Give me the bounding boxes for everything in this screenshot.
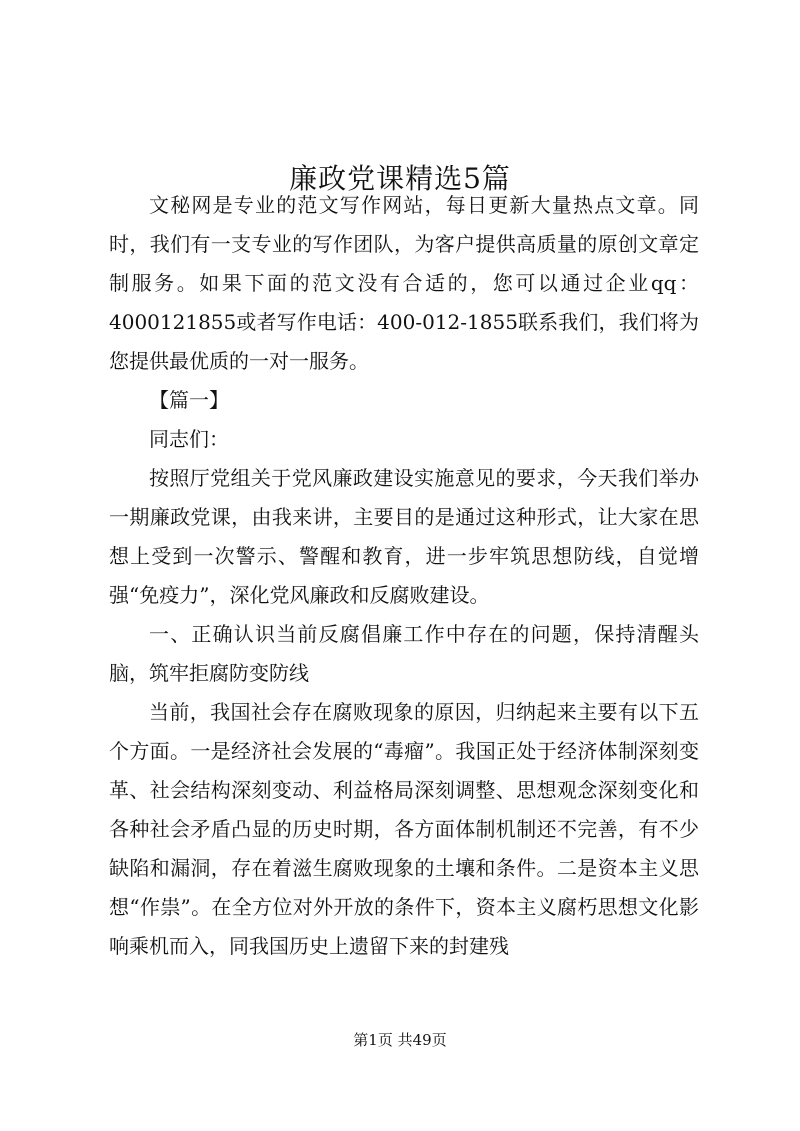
salutation: 同志们： [149, 427, 229, 451]
body-paragraph: 按照厅党组关于党风廉政建设实施意见的要求，今天我们举办一期廉政党课，由我来讲，主要目的是通过这种形式，让大家在思想上受到一次警示、警醒和教育，进一步牢筑思想防线，自觉增强“免疫力”，深化党风廉政和反腐败建设。 [109, 466, 699, 607]
document-body [109, 186, 699, 966]
section-heading: 【篇一】 [149, 388, 229, 412]
document-title: 廉政党课精选5篇 [289, 161, 511, 195]
body-paragraph: 当前，我国社会存在腐败现象的原因，归纳起来主要有以下五个方面。一是经济社会发展的“毒瘤”。我国正处于经济体制深刻变革、社会结构深刻变动、利益格局深刻调整、思想观念深刻变化和各种社会矛盾凸显的历史时期，各方面体制机制还不完善，有不少缺陷和漏洞，存在着滋生腐败现象的土壤和条件。二是资本主义思想“作祟”。在全方位对外开放的条件下，资本主义腐朽思想文化影响乘机而入，同我国历史上遗留下来的封建残 [109, 700, 699, 958]
intro-paragraph: 文秘网是专业的范文写作网站，每日更新大量热点文章。同时，我们有一支专业的写作团队，为客户提供高质量的原创文章定制服务。如果下面的范文没有合适的，您可以通过企业qq：4000121855或者写作电话：400-012-1855联系我们，我们将为您提供最优质的一对一服务。 [109, 193, 699, 373]
subheading: 一、正确认识当前反腐倡廉工作中存在的问题，保持清醒头脑，筑牢拒腐防变防线 [109, 622, 699, 685]
page-footer: 第1页 共49页 [353, 1031, 447, 1049]
